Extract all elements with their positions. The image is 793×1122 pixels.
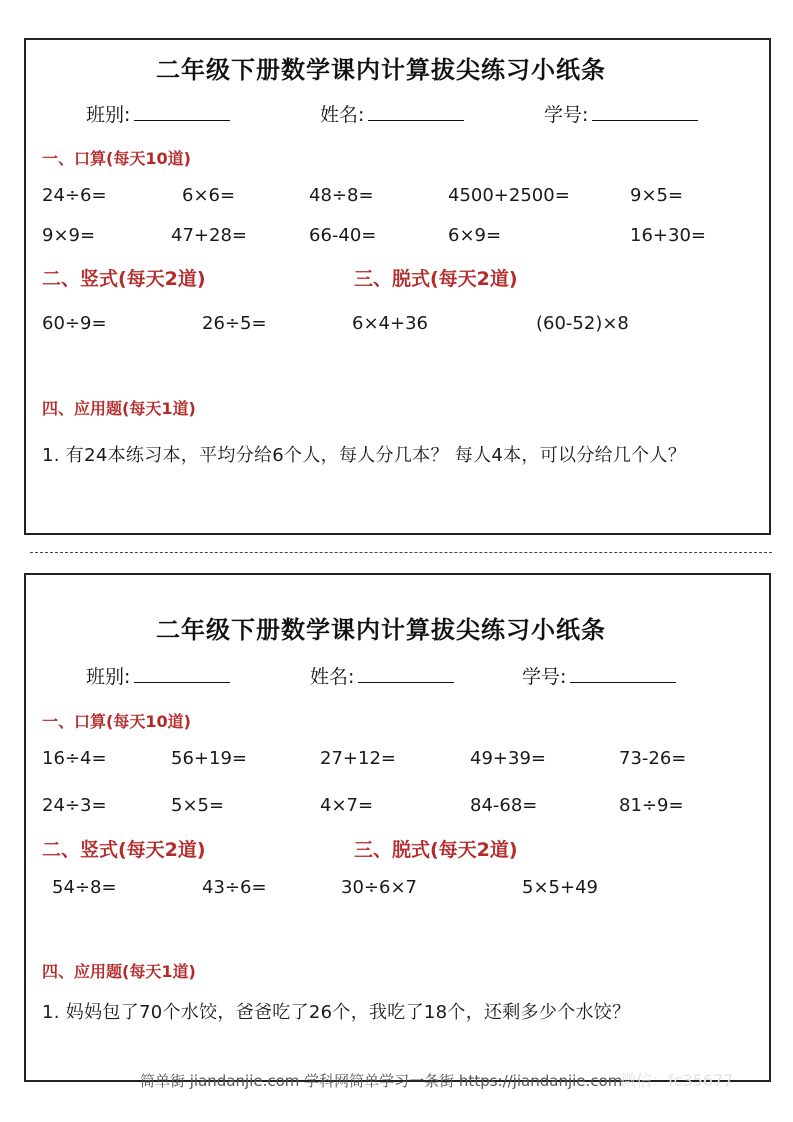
oral-problem: 24÷6=: [42, 185, 107, 206]
practice-slip-1: [24, 38, 771, 535]
stepwise-problem: 6×4+36: [352, 313, 428, 334]
name-field: [320, 100, 464, 127]
oral-problem: 16+30=: [630, 225, 706, 246]
footer-text: 简单街 jiandanjie.com 学科网简单学习一条街 https://jiandanjie.com: [140, 1072, 623, 1090]
oral-problem: 6×9=: [448, 225, 502, 246]
oral-problem: 73-26=: [619, 748, 687, 769]
cut-line: [30, 552, 772, 553]
word-problem: 1. 有24本练习本，平均分给6个人，每人分几本？ 每人4本，可以分给几个人？: [42, 445, 687, 466]
slip-title: 二年级下册数学课内计算拔尖练习小纸条: [156, 616, 606, 644]
class-label: 班别:: [86, 104, 131, 126]
class-field: [86, 100, 230, 127]
section-oral-heading: 一、口算(每天10道): [42, 149, 191, 168]
name-blank[interactable]: [368, 102, 464, 121]
vertical-problem: 60÷9=: [42, 313, 107, 334]
practice-slip-2: [24, 573, 771, 1082]
section-vertical-heading: 二、竖式(每天2道): [42, 268, 206, 290]
oral-problem: 5×5=: [171, 795, 225, 816]
name-field: [310, 662, 454, 689]
oral-problem: 49+39=: [470, 748, 546, 769]
id-label: 学号:: [522, 666, 567, 688]
vertical-problem: 54÷8=: [52, 877, 117, 898]
slip-title: 二年级下册数学课内计算拔尖练习小纸条: [156, 56, 606, 84]
id-blank[interactable]: [570, 664, 676, 683]
id-label: 学号:: [544, 104, 589, 126]
stepwise-problem: (60-52)×8: [536, 313, 629, 334]
section-word-heading: 四、应用题(每天1道): [42, 962, 196, 981]
class-blank[interactable]: [134, 102, 230, 121]
section-oral-heading: 一、口算(每天10道): [42, 712, 191, 731]
class-label: 班别:: [86, 666, 131, 688]
stepwise-problem: 5×5+49: [522, 877, 598, 898]
oral-problem: 48÷8=: [309, 185, 374, 206]
id-field: [544, 100, 698, 127]
oral-problem: 84-68=: [470, 795, 538, 816]
section-vertical-heading: 二、竖式(每天2道): [42, 839, 206, 861]
vertical-problem: 26÷5=: [202, 313, 267, 334]
oral-problem: 47+28=: [171, 225, 247, 246]
oral-problem: 6×6=: [182, 185, 236, 206]
oral-problem: 27+12=: [320, 748, 396, 769]
watermark: 微信：fc35677: [620, 1071, 734, 1090]
oral-problem: 9×9=: [42, 225, 96, 246]
name-label: 姓名:: [310, 666, 355, 688]
class-field: [86, 662, 230, 689]
oral-problem: 4×7=: [320, 795, 374, 816]
name-label: 姓名:: [320, 104, 365, 126]
oral-problem: 56+19=: [171, 748, 247, 769]
section-stepwise-heading: 三、脱式(每天2道): [354, 839, 518, 861]
name-blank[interactable]: [358, 664, 454, 683]
id-field: [522, 662, 676, 689]
oral-problem: 24÷3=: [42, 795, 107, 816]
section-stepwise-heading: 三、脱式(每天2道): [354, 268, 518, 290]
stepwise-problem: 30÷6×7: [341, 877, 417, 898]
oral-problem: 16÷4=: [42, 748, 107, 769]
section-word-heading: 四、应用题(每天1道): [42, 399, 196, 418]
oral-problem: 9×5=: [630, 185, 684, 206]
oral-problem: 66-40=: [309, 225, 377, 246]
class-blank[interactable]: [134, 664, 230, 683]
oral-problem: 81÷9=: [619, 795, 684, 816]
vertical-problem: 43÷6=: [202, 877, 267, 898]
id-blank[interactable]: [592, 102, 698, 121]
word-problem: 1. 妈妈包了70个水饺，爸爸吃了26个，我吃了18个，还剩多少个水饺？: [42, 1002, 631, 1023]
oral-problem: 4500+2500=: [448, 185, 570, 206]
